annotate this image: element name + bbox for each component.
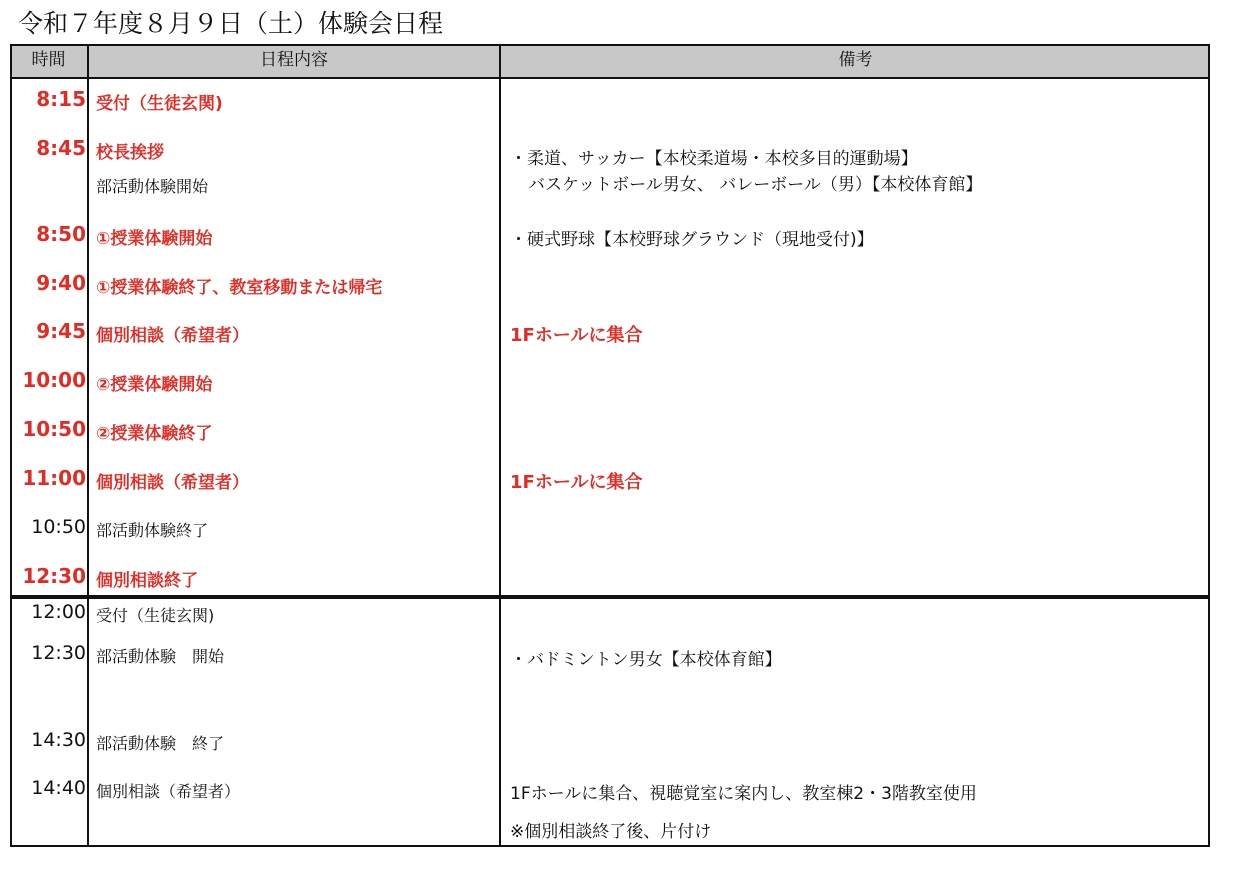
time-cell: 11:00 xyxy=(22,466,86,490)
content-cell: 受付（生徒玄関) xyxy=(96,94,223,114)
note-sports-line1: ・柔道、サッカー【本校柔道場・本校多目的運動場】 xyxy=(510,149,918,169)
note-hall-gathering: 1Fホールに集合 xyxy=(510,472,643,493)
time-cell: 12:00 xyxy=(31,601,86,623)
time-cell: 12:30 xyxy=(22,564,86,588)
content-cell: 個別相談終了 xyxy=(96,571,198,591)
schedule-table xyxy=(10,44,1210,847)
table-row xyxy=(10,777,500,807)
page-title: 令和７年度８月９日（土）体験会日程 xyxy=(18,9,444,38)
table-row xyxy=(10,642,500,672)
note-hall-gathering: 1Fホールに集合 xyxy=(510,325,643,346)
note-sports-line2: バスケットボール男女、 バレーボール（男）【本校体育館】 xyxy=(528,175,983,195)
time-cell: 14:30 xyxy=(31,729,86,751)
note-badminton: ・バドミントン男女【本校体育館】 xyxy=(510,650,782,670)
time-cell: 14:40 xyxy=(31,777,86,799)
table-row xyxy=(10,516,500,546)
time-cell: 9:45 xyxy=(36,319,86,343)
time-cell: 10:00 xyxy=(22,368,86,392)
table-row xyxy=(10,729,500,759)
content-cell: 部活動体験 開始 xyxy=(96,647,225,666)
note-baseball: ・硬式野球【本校野球グラウンド（現地受付)】 xyxy=(510,230,874,250)
table-row xyxy=(10,601,500,631)
table-row xyxy=(10,222,500,252)
content-cell: 部活動体験 終了 xyxy=(96,734,225,753)
time-cell: 8:45 xyxy=(36,136,86,160)
note-hall-classrooms: 1Fホールに集合、視聴覚室に案内し、教室棟2・3階教室使用 xyxy=(510,784,977,804)
header-content: 日程内容 xyxy=(89,44,499,79)
content-cell: 受付（生徒玄関) xyxy=(96,606,215,625)
time-cell: 9:40 xyxy=(36,271,86,295)
table-row xyxy=(10,417,500,447)
table-row xyxy=(10,136,500,196)
time-cell: 8:50 xyxy=(36,222,86,246)
table-row xyxy=(10,319,500,349)
header-notes: 備考 xyxy=(501,44,1210,79)
time-cell: 12:30 xyxy=(31,642,86,664)
header-time: 時間 xyxy=(10,44,87,79)
content-cell: 個別相談（希望者） xyxy=(96,326,249,346)
content-cell: 個別相談（希望者） xyxy=(96,473,249,493)
time-cell: 8:15 xyxy=(36,87,86,111)
content-cell: ①授業体験開始 xyxy=(96,229,213,249)
content-cell: ①授業体験終了、教室移動または帰宅 xyxy=(96,278,383,298)
table-row xyxy=(10,466,500,496)
table-row xyxy=(10,271,500,301)
content-cell: ②授業体験開始 xyxy=(96,375,213,395)
time-cell: 10:50 xyxy=(22,417,86,441)
table-row xyxy=(10,564,500,594)
content-cell: 部活動体験終了 xyxy=(96,521,209,540)
table-row xyxy=(10,368,500,398)
content-cell: 校長挨拶 xyxy=(96,143,164,163)
time-cell: 10:50 xyxy=(31,516,86,538)
table-row xyxy=(10,87,500,117)
content-cell: ②授業体験終了 xyxy=(96,424,213,444)
content-cell: 個別相談（希望者） xyxy=(96,782,241,801)
content-subline: 部活動体験開始 xyxy=(96,177,209,196)
afternoon-section-frame xyxy=(10,597,1210,847)
note-cleanup: ※個別相談終了後、片付け xyxy=(510,822,712,842)
